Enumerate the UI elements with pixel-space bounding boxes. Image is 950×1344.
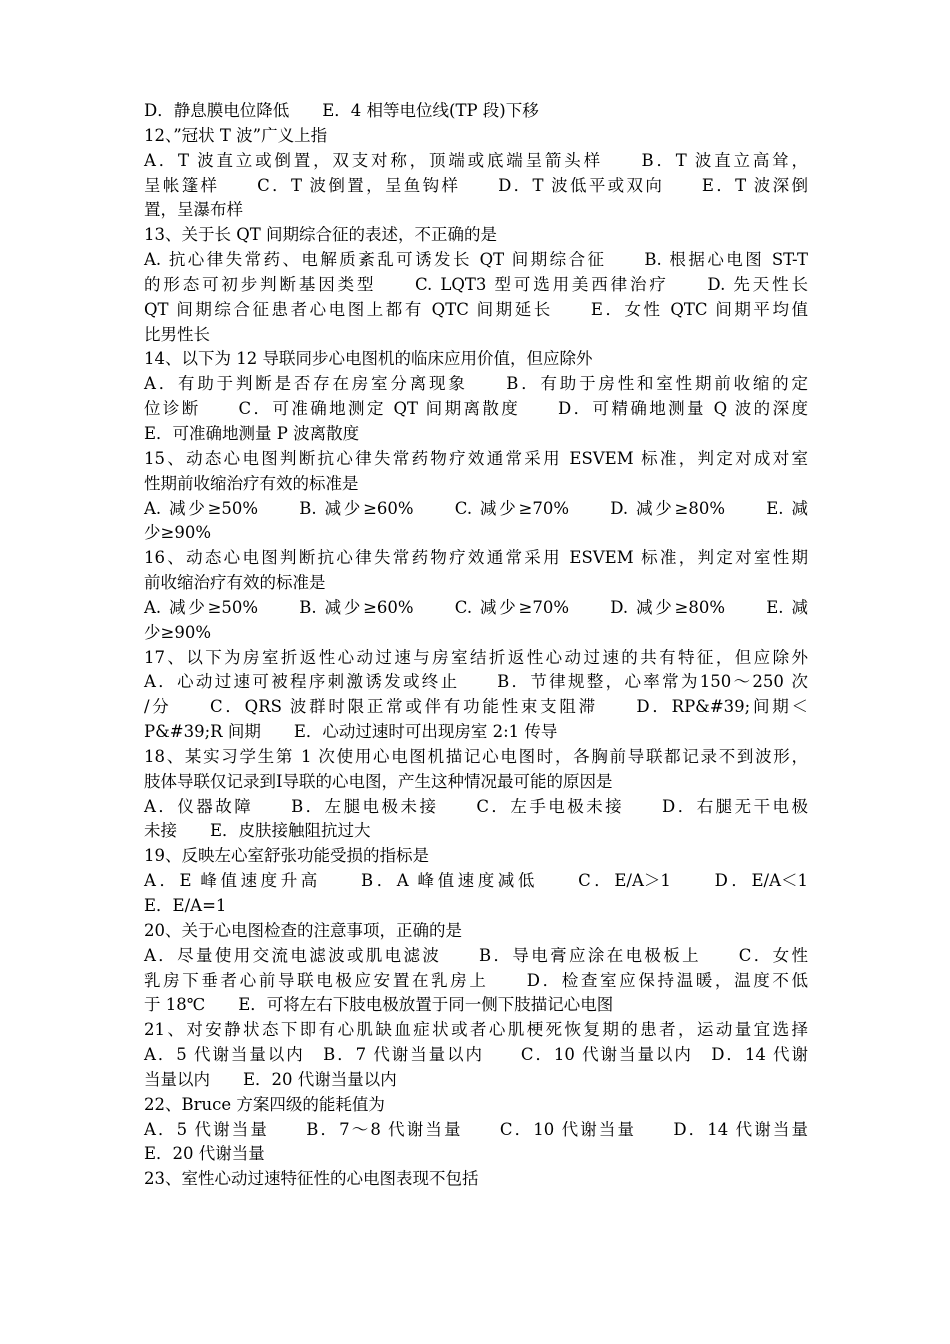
text-line: A．T 波直立或倒置，双支对称，顶端或底端呈箭头样 B．T 波直立高耸，: [144, 150, 808, 170]
text-line: P&#39;R 间期 E．心动过速时可出现房室 2:1 传导: [144, 722, 558, 742]
text-line: QT 间期综合征患者心电图上都有 QTC 间期延长 E．女性 QTC 间期平均值: [144, 299, 808, 319]
text-line: E．20 代谢当量: [144, 1144, 265, 1164]
text-line: A．仪器故障 B．左腿电极未接 C．左手电极未接 D．右腿无干电极: [144, 796, 808, 816]
text-line: D．静息膜电位降低 E．4 相等电位线(TP 段)下移: [144, 101, 539, 120]
text-line: 19、反映左心室舒张功能受损的指标是: [144, 846, 429, 866]
text-line: A. 减少≥50% B. 减少≥60% C. 减少≥70% D. 减少≥80% E. 减: [144, 498, 808, 518]
text-line: 少≥90%: [144, 523, 211, 543]
text-line: /分 C．QRS 波群时限正常或伴有功能性束支阻滞 D．RP&#39;间期＜: [144, 697, 808, 717]
text-line: A．5 代谢当量 B．7～8 代谢当量 C．10 代谢当量 D．14 代谢当量: [144, 1119, 808, 1139]
text-line: 12、”冠状 T 波”广义上指: [144, 125, 328, 145]
text-line: 肢体导联仅记录到Ⅰ导联的心电图，产生这种情况最可能的原因是: [144, 771, 613, 791]
text-line: A．5 代谢当量以内 B．7 代谢当量以内 C．10 代谢当量以内 D．14 代谢: [144, 1045, 808, 1065]
text-line: 当量以内 E．20 代谢当量以内: [144, 1069, 397, 1089]
text-line: E．E/A=1: [144, 896, 227, 915]
text-line: 的形态可初步判断基因类型 C. LQT3 型可选用美西律治疗 D. 先天性长: [144, 274, 808, 294]
document-page: [144, 99, 808, 1192]
text-line: A．E 峰值速度升高 B．A 峰值速度减低 C．E/A＞1 D．E/A＜1: [144, 871, 808, 891]
text-line: A．有助于判断是否存在房室分离现象 B．有助于房性和室性期前收缩的定: [144, 374, 808, 394]
text-line: A. 抗心律失常药、电解质紊乱可诱发长 QT 间期综合征 B. 根据心电图 ST-T: [144, 250, 808, 270]
text-line: 16、动态心电图判断抗心律失常药物疗效通常采用 ESVEM 标准，判定对室性期: [144, 548, 808, 568]
text-line: E．可准确地测量 P 波离散度: [144, 423, 360, 443]
text-line: A. 减少≥50% B. 减少≥60% C. 减少≥70% D. 减少≥80% E. 减: [144, 597, 808, 617]
text-line: A．心动过速可被程序刺激诱发或终止 B．节律规整，心率常为150～250 次: [144, 672, 808, 692]
text-line: 未接 E．皮肤接触阻抗过大: [144, 821, 371, 841]
text-line: 18、某实习学生第 1 次使用心电图机描记心电图时，各胸前导联都记录不到波形，: [144, 746, 808, 766]
text-line: 20、关于心电图检查的注意事项，正确的是: [144, 920, 462, 940]
text-line: 14、以下为 12 导联同步心电图机的临床应用价值，但应除外: [144, 349, 593, 369]
text-line: 性期前收缩治疗有效的标准是: [144, 473, 359, 493]
text-line: 少≥90%: [144, 622, 211, 642]
text-line: 比男性长: [144, 324, 210, 344]
text-line: 21、对安静状态下即有心肌缺血症状或者心肌梗死恢复期的患者，运动量宜选择: [144, 1020, 808, 1040]
text-line: 23、室性心动过速特征性的心电图表现不包括: [144, 1169, 479, 1189]
text-line: 13、关于长 QT 间期综合征的表述，不正确的是: [144, 225, 498, 245]
text-line: 呈帐篷样 C．T 波倒置，呈鱼钩样 D．T 波低平或双向 E．T 波深倒: [144, 175, 808, 195]
document-body: [144, 99, 808, 1192]
text-line: 乳房下垂者心前导联电极应安置在乳房上 D．检查室应保持温暖，温度不低: [144, 970, 808, 990]
text-line: 于 18℃ E．可将左右下肢电极放置于同一侧下肢描记心电图: [144, 995, 614, 1015]
text-line: 17、以下为房室折返性心动过速与房室结折返性心动过速的共有特征，但应除外: [144, 647, 808, 667]
text-line: A．尽量使用交流电滤波或肌电滤波 B．导电膏应涂在电极板上 C．女性: [144, 945, 808, 965]
text-line: 置，呈瀑布样: [144, 200, 243, 220]
text-line: 15、动态心电图判断抗心律失常药物疗效通常采用 ESVEM 标准，判定对成对室: [144, 448, 808, 468]
text-line: 前收缩治疗有效的标准是: [144, 573, 326, 593]
text-line: 位诊断 C．可准确地测定 QT 间期离散度 D．可精确地测量 Q 波的深度: [144, 399, 808, 419]
text-line: 22、Bruce 方案四级的能耗值为: [144, 1094, 385, 1114]
